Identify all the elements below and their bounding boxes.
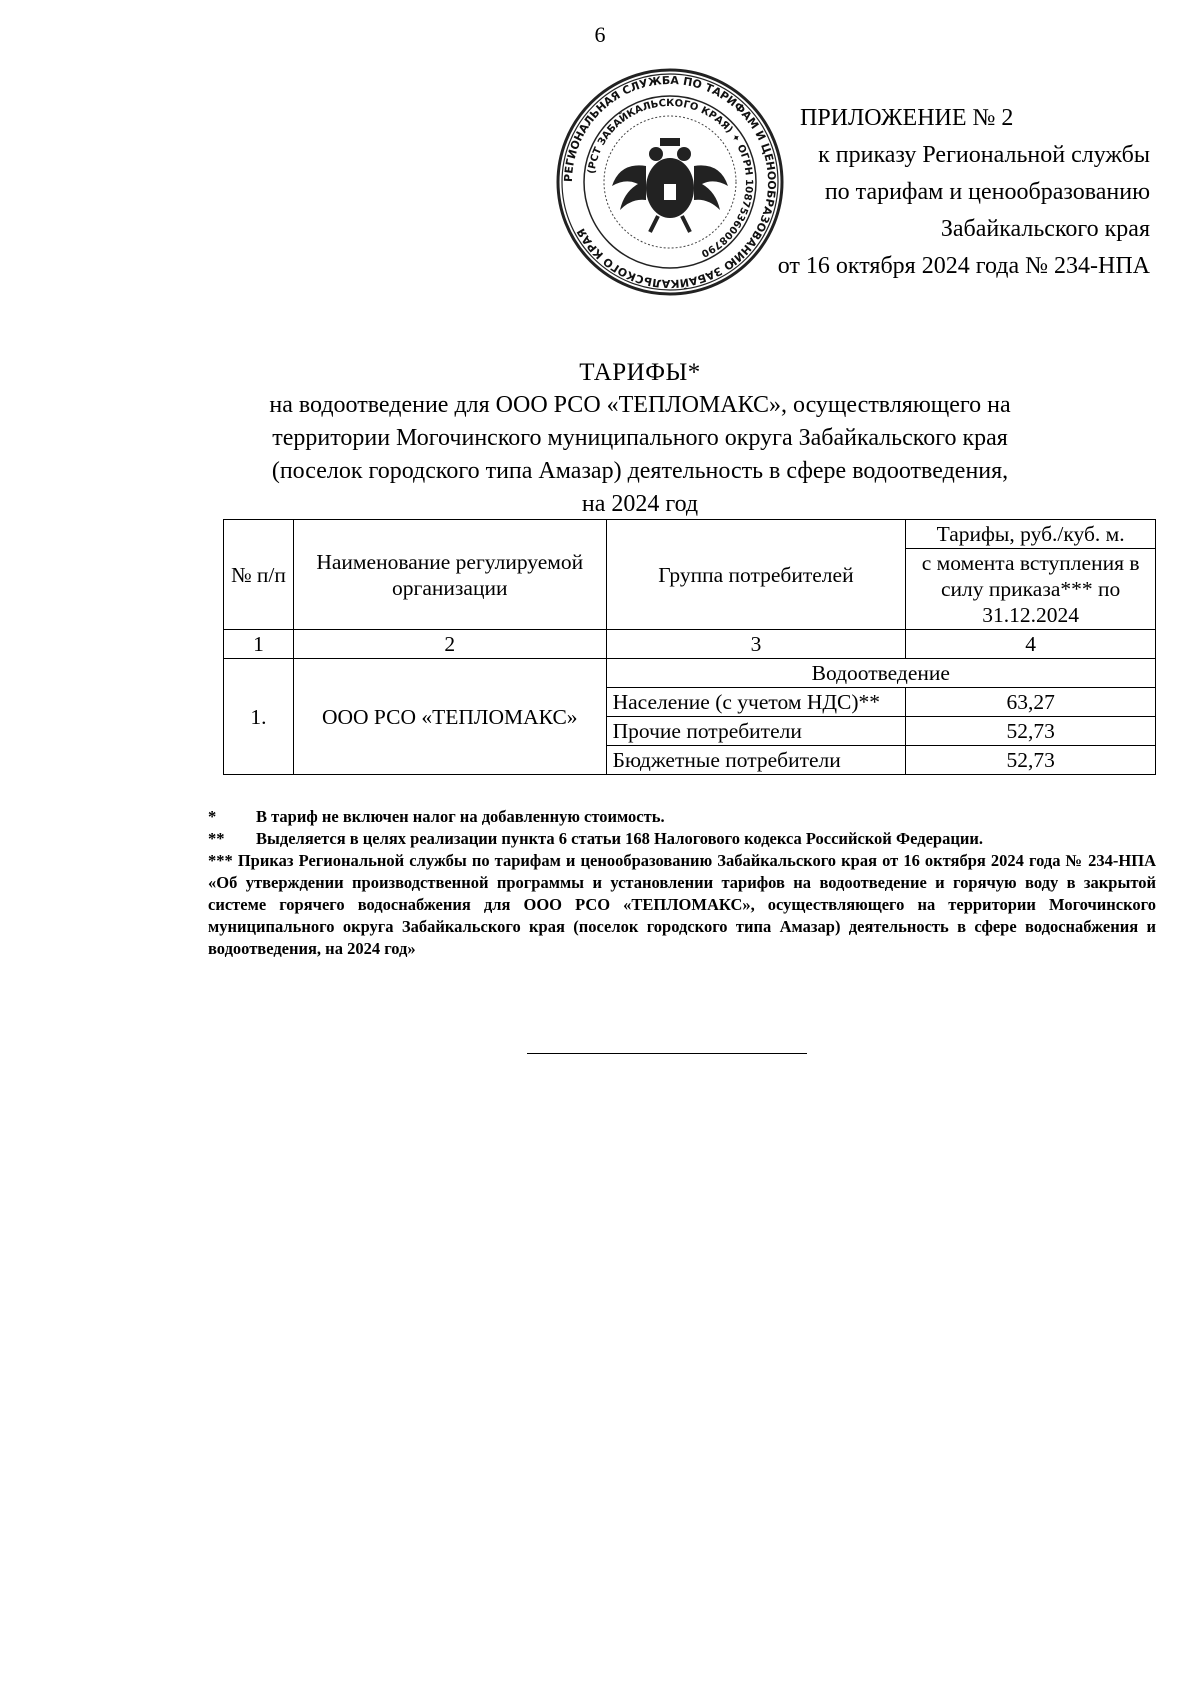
consumer-group: Бюджетные потребители (606, 746, 906, 775)
footnote (208, 850, 1156, 960)
header-group: Группа потребителей (606, 520, 906, 630)
footnote-text: Приказ Региональной службы по тарифам и ценообразованию Забайкальского края от 16 октября 2024 года № 234-НПА «Об утверждении производственной программы и установлении тарифов на водоотведение и горячую воду в закрытой системе горячего водоснабжения для ООО РСО «ТЕПЛОМАКС», осуществляющего на территории Могочинского муниципального округа Забайкальского края (поселок городского типа Амазар) деятельность в сфере водоснабжения и водоотведения, на 2024 год» (208, 851, 1157, 958)
column-number: 2 (293, 630, 606, 659)
footnote (208, 828, 1156, 850)
tariff-value: 63,27 (906, 688, 1156, 717)
footnote-text: Выделяется в целях реализации пункта 6 статьи 168 Налогового кодекса Российской Федерации. (256, 829, 983, 848)
page-number: 6 (594, 22, 606, 47)
section-label: Водоотведение (606, 659, 1155, 688)
footnote-mark: *** (208, 851, 233, 870)
appendix-line: от 16 октября 2024 года № 234-НПА (777, 253, 1150, 279)
row-organization: ООО РСО «ТЕПЛОМАКС» (293, 659, 606, 775)
table-row (224, 659, 1156, 688)
consumer-group: Население (с учетом НДС)** (606, 688, 906, 717)
document-heading (150, 356, 1130, 521)
column-number: 3 (606, 630, 906, 659)
footnotes (208, 806, 1156, 960)
appendix-line: к приказу Региональной службы (818, 142, 1150, 168)
footnote-text: В тариф не включен налог на добавленную стоимость. (256, 807, 665, 826)
stamp-outer-text: РЕГИОНАЛЬНАЯ СЛУЖБА ПО ТАРИФАМ И ЦЕНООБРАЗОВАНИЮ ЗАБАЙКАЛЬСКОГО КРАЯ (561, 73, 779, 291)
appendix-block (700, 100, 1160, 285)
tariff-value: 52,73 (906, 746, 1156, 775)
heading-line: на 2024 год (581, 491, 699, 517)
footnote-mark: * (208, 807, 217, 826)
column-number: 4 (906, 630, 1156, 659)
footnote-mark: ** (208, 829, 225, 848)
header-period: с момента вступления в силу приказа*** по 31.12.2024 (906, 549, 1156, 630)
header-tariffs: Тарифы, руб./куб. м. (906, 520, 1156, 549)
appendix-line: Забайкальского края (940, 216, 1150, 242)
column-number-row (224, 630, 1156, 659)
stamp-inner-text: (РСТ ЗАБАЙКАЛЬСКОГО КРАЯ) ✦ ОГРН 1087536008790 (586, 97, 755, 259)
table-header-row (224, 520, 1156, 549)
end-divider (527, 1053, 807, 1054)
heading-line: территории Могочинского муниципального округа Забайкальского края (272, 425, 1008, 451)
row-number: 1. (224, 659, 294, 775)
tariffs-table (223, 519, 1156, 775)
consumer-group: Прочие потребители (606, 717, 906, 746)
header-organization: Наименование регулируемой организации (293, 520, 606, 630)
footnote (208, 806, 1156, 828)
appendix-line: по тарифам и ценообразованию (824, 179, 1150, 205)
column-number: 1 (224, 630, 294, 659)
header-number: № п/п (224, 520, 294, 630)
tariff-value: 52,73 (906, 717, 1156, 746)
document-title: ТАРИФЫ* (579, 359, 701, 386)
appendix-title: ПРИЛОЖЕНИЕ № 2 (800, 105, 1014, 131)
heading-line: на водоотведение для ООО РСО «ТЕПЛОМАКС», осуществляющего на (269, 392, 1011, 418)
heading-line: (поселок городского типа Амазар) деятельность в сфере водоотведения, (271, 458, 1009, 484)
